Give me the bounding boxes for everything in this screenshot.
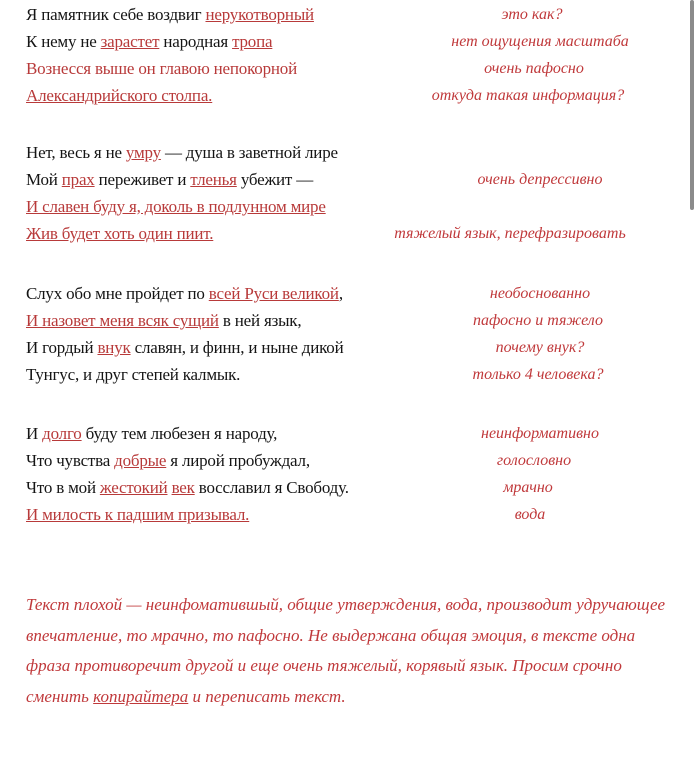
summary-text: Текст плохой — неинфоматившый, общие утверждения, вода, производит удручающее впечатление, то мрачно, то пафосно. Не выдержана общая эмоция, в тексте одна фраза противоречит другой и еще очень тяжелый, корявый язык. Просим срочно сменить xyxy=(26,595,666,706)
reviewer-comment: мрачно xyxy=(503,479,553,496)
highlighted-phrase: нерукотворный xyxy=(205,5,314,24)
highlighted-phrase: прах xyxy=(61,170,95,189)
verse-segment: И xyxy=(26,424,43,443)
highlighted-phrase: зарастет xyxy=(100,32,160,51)
poem-line xyxy=(0,196,696,220)
summary-tail: и переписать текст. xyxy=(188,686,346,706)
verse-segment: Что чувства xyxy=(26,451,115,470)
highlighted-phrase: тропа xyxy=(232,32,273,51)
highlighted-phrase: И милость к падшим призывал. xyxy=(26,505,250,524)
poem-line xyxy=(0,31,696,55)
highlighted-phrase: Вознесся выше он главою непокорной xyxy=(26,59,297,78)
verse-segment: буду тем любезен я народу, xyxy=(81,424,278,443)
verse-segment: восславил я Свободу. xyxy=(194,478,349,497)
verse-segment: Тунгус, и друг степей калмык. xyxy=(26,365,241,384)
verse-segment: К нему не xyxy=(26,32,101,51)
highlighted-phrase: Александрийского столпа. xyxy=(26,86,213,105)
verse-text xyxy=(26,58,297,80)
verse-segment: , xyxy=(338,284,343,303)
verse-text xyxy=(26,4,314,26)
highlighted-phrase: умру xyxy=(125,143,161,162)
poem-line xyxy=(0,85,696,109)
highlighted-phrase: долго xyxy=(42,424,82,443)
reviewer-comment: нет ощущения масштаба xyxy=(451,33,629,50)
reviewer-comment: голословно xyxy=(496,452,572,469)
highlighted-phrase: добрые xyxy=(114,451,167,470)
review-summary xyxy=(26,590,666,712)
verse-text xyxy=(26,310,301,332)
verse-segment: я лирой пробуждал, xyxy=(166,451,310,470)
highlighted-phrase: внук xyxy=(97,338,131,357)
verse-text xyxy=(26,423,277,445)
reviewer-comment: тяжелый язык, перефразировать xyxy=(394,225,626,242)
poem-line xyxy=(0,4,696,28)
reviewer-comment: неинформативно xyxy=(481,425,599,442)
poem-line xyxy=(0,142,696,166)
reviewer-comment: вода xyxy=(514,506,546,523)
verse-text xyxy=(26,169,313,191)
poem-line xyxy=(0,223,696,247)
verse-text xyxy=(26,223,213,245)
verse-segment: в ней язык, xyxy=(218,311,302,330)
verse-text xyxy=(26,283,343,305)
reviewer-comment: очень депрессивно xyxy=(477,171,603,188)
reviewer-comment: очень пафосно xyxy=(484,60,584,77)
reviewer-comment: это как? xyxy=(501,6,563,23)
verse-segment: Нет, весь я не xyxy=(26,143,126,162)
reviewer-comment: пафосно и тяжело xyxy=(473,312,603,329)
poem-line xyxy=(0,337,696,361)
poem-line xyxy=(0,450,696,474)
highlighted-phrase: жестокий xyxy=(99,478,168,497)
highlighted-phrase: И славен буду я, доколь в подлунном мире xyxy=(26,197,326,216)
reviewer-comment: откуда такая информация? xyxy=(431,87,625,104)
highlighted-phrase: тленья xyxy=(190,170,237,189)
verse-segment: Слух обо мне пройдет по xyxy=(26,284,209,303)
scrollbar[interactable] xyxy=(690,0,694,210)
poem-line xyxy=(0,283,696,307)
verse-text xyxy=(26,196,326,218)
verse-segment: переживет и xyxy=(94,170,191,189)
reviewer-comment: необоснованно xyxy=(489,285,591,302)
verse-text xyxy=(26,142,338,164)
verse-text xyxy=(26,477,349,499)
verse-text xyxy=(26,85,212,107)
highlighted-phrase: век xyxy=(171,478,195,497)
verse-segment: народная xyxy=(159,32,233,51)
verse-segment: Мой xyxy=(26,170,62,189)
highlighted-phrase: Жив будет хоть один пиит. xyxy=(26,224,214,243)
poem-line xyxy=(0,423,696,447)
summary-underlined-word: копирайтера xyxy=(93,686,189,706)
reviewer-comment: только 4 человека? xyxy=(472,366,604,383)
poem-line xyxy=(0,310,696,334)
verse-segment: славян, и финн, и ныне дикой xyxy=(130,338,344,357)
verse-segment: И гордый xyxy=(26,338,98,357)
verse-text xyxy=(26,450,310,472)
verse-segment: — душа в заветной лире xyxy=(160,143,338,162)
poem-line xyxy=(0,504,696,528)
verse-text xyxy=(26,337,343,359)
poem-line xyxy=(0,364,696,388)
verse-segment: Я памятник себе воздвиг xyxy=(26,5,206,24)
highlighted-phrase: всей Руси великой xyxy=(208,284,339,303)
verse-segment: Что в мой xyxy=(26,478,100,497)
highlighted-phrase: И назовет меня всяк сущий xyxy=(26,311,219,330)
poem-line xyxy=(0,58,696,82)
verse-text xyxy=(26,31,272,53)
poem-line xyxy=(0,169,696,193)
verse-text xyxy=(26,364,240,386)
verse-segment: убежит — xyxy=(236,170,314,189)
verse-text xyxy=(26,504,249,526)
reviewer-comment: почему внук? xyxy=(495,339,585,356)
poem-line xyxy=(0,477,696,501)
